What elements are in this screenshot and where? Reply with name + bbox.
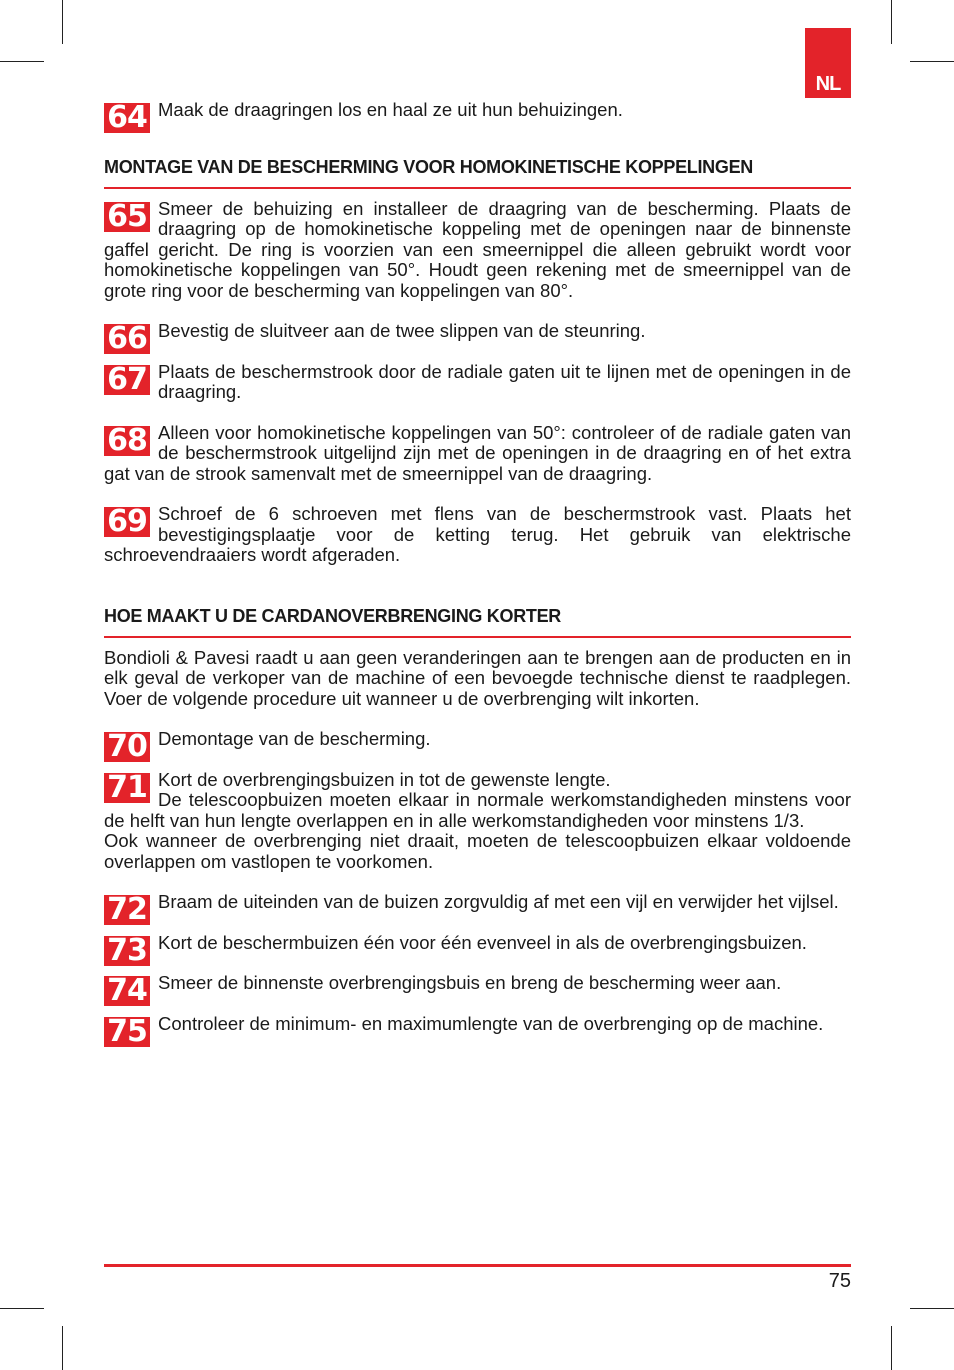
crop-mark [910, 1308, 954, 1309]
step-text: Kort de beschermbuizen één voor één evenveel in als de overbrengingsbuizen. [158, 931, 807, 953]
section-heading-montage: MONTAGE VAN DE BESCHERMING VOOR HOMOKINETISCHE KOPPELINGEN [104, 157, 851, 189]
crop-mark [891, 0, 892, 44]
crop-mark [891, 1326, 892, 1370]
step-71 [104, 770, 851, 873]
step-66 [104, 320, 851, 356]
step-text: Braam de uiteinden van de buizen zorgvuldig af met een vijl en verwijder het vijlsel. [158, 891, 839, 912]
step-text: Maak de draagringen los en haal ze uit hun behuizingen. [158, 99, 623, 120]
step-text: Smeer de binnenste overbrengingsbuis en breng de bescherming weer aan. [158, 972, 782, 993]
step-number: 66 [104, 324, 150, 354]
step-text: Kort de overbrengingsbuizen in tot de gewenste lengte. [158, 768, 611, 790]
footer-divider [104, 1264, 851, 1267]
step-text: Plaats de beschermstrook door de radiale gaten uit te lijnen met de openingen in de draagring. [158, 360, 851, 402]
step-71-line1 [104, 770, 851, 832]
step-73 [104, 931, 851, 968]
page-content [104, 100, 851, 1047]
step-text: Alleen voor homokinetische koppelingen van 50°: controleer of de radiale gaten van de beschermstrook uitgelijnd zijn met de openingen in de draagring en of het extra gat van de strook samenvalt met de smeernippel van de draagring. [104, 421, 851, 484]
step-71-line3: Ook wanneer de overbrenging niet draait, moeten de telescoopbuizen elkaar voldoende overlappen om vastlopen te voorkomen. [104, 830, 851, 872]
step-number: 64 [104, 103, 150, 133]
step-text: Bevestig de sluitveer aan de twee slippen van de steunring. [158, 320, 646, 341]
crop-mark [62, 0, 63, 44]
step-68 [104, 423, 851, 485]
crop-mark [0, 61, 44, 62]
step-70 [104, 728, 851, 764]
step-number: 68 [104, 426, 150, 456]
language-tab [805, 28, 851, 98]
step-text: Controleer de minimum- en maximumlengte van de overbrenging op de machine. [158, 1012, 824, 1034]
step-64 [104, 99, 851, 135]
step-75 [104, 1012, 851, 1049]
step-65 [104, 199, 851, 302]
step-69 [104, 504, 851, 566]
step-number: 74 [104, 976, 150, 1006]
step-number: 69 [104, 507, 150, 537]
step-number: 72 [104, 895, 150, 925]
step-67 [104, 362, 851, 403]
step-number: 65 [104, 202, 150, 232]
crop-mark [0, 1308, 44, 1309]
step-text: Schroef de 6 schroeven met flens van de beschermstrook vast. Plaats het bevestigingsplaatje voor de ketting terug. Het gebruik van elektrische schroevendraaiers wordt afgeraden. [104, 503, 851, 565]
crop-mark [62, 1326, 63, 1370]
section-heading-korter: HOE MAAKT U DE CARDANOVERBRENGING KORTER [104, 606, 851, 638]
step-text: De telescoopbuizen moeten elkaar in normale werkomstandigheden minstens voor de helft van hun lengte overlappen en in alle werkomstandigheden voor minstens 1/3. [104, 789, 851, 831]
step-text: Smeer de behuizing en installeer de draagring van de bescherming. Plaats de draagring op de homokinetische koppeling met de openingen naar de binnenste gaffel gericht. De ring is voorzien van een smeernippel die alleen gebruikt wordt voor homokinetische koppelingen van 50°. Houdt geen rekening met de smeernippel van de grote ring voor de bescherming van koppelingen van 80°. [104, 197, 851, 301]
step-number: 67 [104, 365, 150, 395]
step-number: 71 [104, 773, 150, 803]
step-72 [104, 891, 851, 927]
step-number: 75 [104, 1017, 150, 1047]
step-number: 70 [104, 732, 150, 762]
step-number: 73 [104, 936, 150, 966]
language-label: NL [815, 73, 841, 95]
crop-mark [910, 61, 954, 62]
step-text: Demontage van de bescherming. [158, 728, 431, 749]
step-74 [104, 972, 851, 1008]
page-number: 75 [828, 1270, 851, 1292]
intro-paragraph: Bondioli & Pavesi raadt u aan geen veranderingen aan te brengen aan de producten en in elk geval de verkoper van de machine of een bevoegde technische dienst te raadplegen. Voer de volgende procedure uit wanneer u de overbrenging wilt inkorten. [104, 646, 851, 709]
